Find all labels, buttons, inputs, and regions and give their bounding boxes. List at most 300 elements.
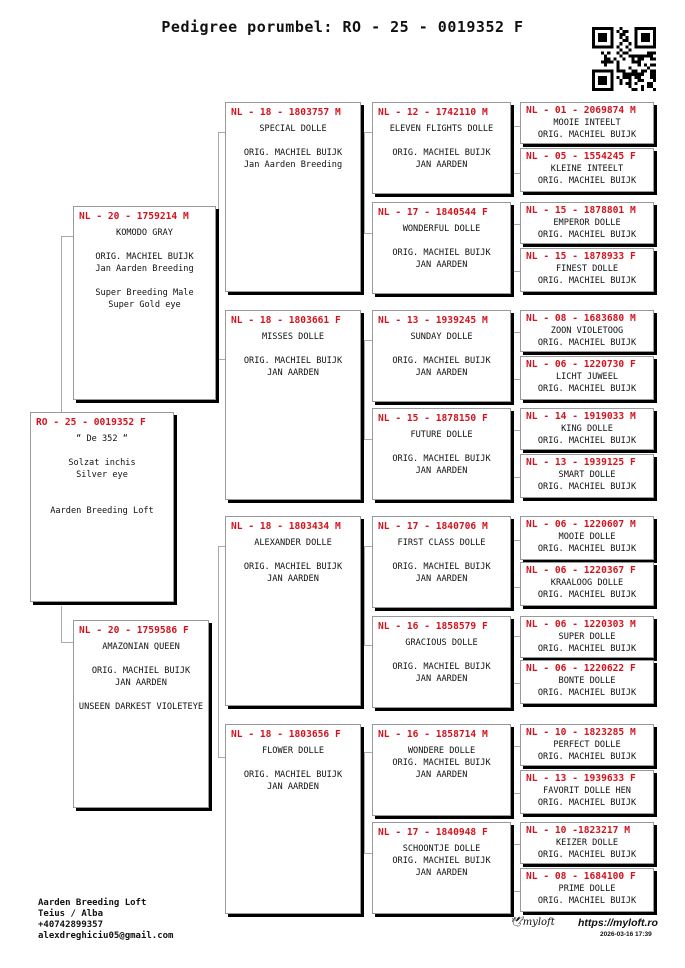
pigeon-info-line: JAN AARDEN xyxy=(415,770,468,780)
pigeon-name: MOOIE INTEELT xyxy=(553,118,621,128)
qr-module xyxy=(610,88,613,91)
pigeon-name: KRAALOOG DOLLE xyxy=(550,578,624,588)
qr-module xyxy=(622,39,625,42)
connector-line xyxy=(512,332,520,380)
qr-module xyxy=(592,88,595,91)
connector-line xyxy=(512,540,520,588)
qr-module xyxy=(641,79,644,82)
great-grandparent-card[interactable] xyxy=(372,516,511,608)
grandparent-card[interactable] xyxy=(225,102,361,292)
qr-module xyxy=(629,76,632,79)
great-great-grandparent-card[interactable] xyxy=(520,822,654,864)
pigeon-info-line: ORIG. MACHIEL BUIJK xyxy=(537,230,637,240)
ring-number: NL - 08 - 1683680 M xyxy=(526,313,636,324)
pigeon-info-line: ORIG. MACHIEL BUIJK xyxy=(537,276,637,286)
great-great-grandparent-card[interactable] xyxy=(520,868,654,912)
qr-module xyxy=(607,27,610,30)
pigeon-info-line: ORIG. MACHIEL BUIJK xyxy=(392,248,491,258)
qr-module xyxy=(616,67,619,70)
qr-module xyxy=(641,70,644,73)
qr-module xyxy=(592,42,595,45)
qr-module xyxy=(629,42,632,45)
pigeon-info-line: ORIG. MACHIEL BUIJK xyxy=(243,148,343,158)
ring-number: NL - 14 - 1919033 M xyxy=(526,411,636,422)
subject-pigeon-card[interactable] xyxy=(30,412,174,602)
qr-module xyxy=(632,54,635,57)
qr-module xyxy=(653,51,656,54)
qr-module xyxy=(644,45,647,48)
great-grandparent-card[interactable] xyxy=(372,202,511,294)
qr-module xyxy=(635,42,638,45)
qr-module xyxy=(653,64,656,67)
myloft-branding xyxy=(510,917,660,943)
qr-module xyxy=(616,61,619,64)
qr-module xyxy=(598,45,601,48)
qr-module xyxy=(629,82,632,85)
qr-module xyxy=(610,30,613,33)
ring-number: NL - 01 - 2069874 M xyxy=(526,105,636,116)
qr-module xyxy=(622,70,625,73)
qr-module xyxy=(613,57,616,60)
qr-module xyxy=(653,73,656,76)
pigeon-info-line: ORIG. MACHIEL BUIJK xyxy=(537,850,637,860)
qr-module xyxy=(647,36,650,39)
ring-number: NL - 18 - 1803656 F xyxy=(231,729,341,740)
qr-module xyxy=(650,27,653,30)
great-grandparent-card[interactable] xyxy=(372,616,511,708)
qr-module xyxy=(653,42,656,45)
qr-module xyxy=(601,70,604,73)
ring-number: NL - 18 - 1803661 F xyxy=(231,315,341,326)
connector-line xyxy=(364,340,372,440)
qr-module xyxy=(635,61,638,64)
pigeon-name: MOOIE DOLLE xyxy=(558,532,616,542)
qr-module xyxy=(647,33,650,36)
qr-module xyxy=(619,70,622,73)
qr-module xyxy=(632,57,635,60)
qr-module xyxy=(650,57,653,60)
qr-module xyxy=(592,79,595,82)
qr-module xyxy=(592,33,595,36)
qr-module xyxy=(632,88,635,91)
qr-module xyxy=(626,73,629,76)
qr-module xyxy=(616,70,619,73)
qr-module xyxy=(653,33,656,36)
connector-line xyxy=(364,546,372,646)
qr-module xyxy=(644,36,647,39)
qr-module xyxy=(592,36,595,39)
great-grandparent-card[interactable] xyxy=(372,822,511,914)
pigeon-info-line: ORIG. MACHIEL BUIJK xyxy=(537,644,637,654)
qr-module xyxy=(601,76,604,79)
blank-line xyxy=(31,445,173,457)
ring-number: NL - 15 - 1878150 F xyxy=(378,413,488,424)
blank-line xyxy=(226,343,360,355)
ring-number: NL - 20 - 1759214 M xyxy=(79,211,189,222)
blank-line xyxy=(373,549,510,561)
ring-number: NL - 17 - 1840706 M xyxy=(378,521,488,532)
qr-module xyxy=(610,27,613,30)
pigeon-info-line: Super Gold eye xyxy=(108,300,181,310)
pigeon-info-line: ORIG. MACHIEL BUIJK xyxy=(392,148,491,158)
qr-module xyxy=(595,45,598,48)
blank-line xyxy=(226,757,360,769)
pigeon-info-line: Aarden Breeding Loft xyxy=(50,506,154,516)
pigeon-name: SUNDAY DOLLE xyxy=(410,332,473,342)
connector-line xyxy=(512,746,520,794)
pigeon-info-line: JAN AARDEN xyxy=(267,574,319,584)
qr-module xyxy=(610,45,613,48)
blank-line xyxy=(74,275,215,287)
pigeon-info-line: ORIG. MACHIEL BUIJK xyxy=(537,482,637,492)
pigeon-name: “ De 352 “ xyxy=(76,434,128,444)
great-great-grandparent-card[interactable] xyxy=(520,248,654,292)
qr-module xyxy=(592,30,595,33)
qr-module xyxy=(619,27,622,30)
pigeon-info-line: JAN AARDEN xyxy=(267,368,319,378)
qr-module xyxy=(635,27,638,30)
myloft-logo xyxy=(510,917,555,928)
qr-module xyxy=(653,39,656,42)
qr-module xyxy=(610,36,613,39)
qr-module xyxy=(601,82,604,85)
loft-email[interactable]: alexdreghiciu05@gmail.com xyxy=(38,931,174,941)
qr-module xyxy=(650,82,653,85)
connector-line xyxy=(364,132,372,234)
qr-module xyxy=(641,27,644,30)
connector-line xyxy=(512,126,520,174)
great-great-grandparent-card[interactable] xyxy=(520,724,654,766)
qr-module xyxy=(629,54,632,57)
qr-module xyxy=(653,36,656,39)
qr-module xyxy=(607,45,610,48)
pigeon-name: PERFECT DOLLE xyxy=(553,740,621,750)
pigeon-info-line: JAN AARDEN xyxy=(415,466,468,476)
qr-module xyxy=(601,33,604,36)
qr-module xyxy=(626,51,629,54)
qr-module xyxy=(635,45,638,48)
qr-module xyxy=(635,70,638,73)
qr-module xyxy=(604,57,607,60)
qr-module xyxy=(638,27,641,30)
qr-module xyxy=(601,51,604,54)
pigeon-info-line: ORIG. MACHIEL BUIJK xyxy=(537,752,637,762)
qr-module xyxy=(647,82,650,85)
qr-module xyxy=(604,27,607,30)
great-grandparent-card[interactable] xyxy=(372,102,511,194)
great-grandparent-card[interactable] xyxy=(372,310,511,402)
sire-card[interactable] xyxy=(73,206,216,400)
pigeon-name: LICHT JUWEEL xyxy=(555,372,619,382)
qr-module xyxy=(595,27,598,30)
ring-number: NL - 10 -1823217 M xyxy=(526,825,630,836)
qr-module xyxy=(601,36,604,39)
loft-phone: +40742899357 xyxy=(38,920,104,930)
qr-module xyxy=(641,88,644,91)
pigeon-info-line: ORIG. MACHIEL BUIJK xyxy=(392,356,491,366)
qr-module xyxy=(616,64,619,67)
pigeon-info-line: ORIG. MACHIEL BUIJK xyxy=(537,176,637,186)
qr-module xyxy=(641,57,644,60)
pigeon-name: SPECIAL DOLLE xyxy=(259,124,327,134)
great-great-grandparent-card[interactable] xyxy=(520,562,654,606)
qr-module xyxy=(626,45,629,48)
qr-module xyxy=(647,85,650,88)
pigeon-info-line: JAN AARDEN xyxy=(415,160,468,170)
qr-module xyxy=(635,30,638,33)
qr-module xyxy=(604,39,607,42)
pigeon-info-line: ORIG. MACHIEL BUIJK xyxy=(537,384,637,394)
pigeon-info-line: Jan Aarden Breeding xyxy=(95,264,194,274)
qr-module xyxy=(653,27,656,30)
grandparent-card[interactable] xyxy=(225,724,361,914)
qr-module xyxy=(647,54,650,57)
pigeon-info-line: ORIG. MACHIEL BUIJK xyxy=(243,770,343,780)
connector-line xyxy=(364,752,372,854)
qr-module xyxy=(647,27,650,30)
qr-module xyxy=(619,36,622,39)
pigeon-info-line: ORIG. MACHIEL BUIJK xyxy=(537,688,637,698)
blank-line xyxy=(373,135,510,147)
pigeon-name: AMAZONIAN QUEEN xyxy=(102,642,180,652)
qr-module xyxy=(622,57,625,60)
qr-module xyxy=(619,42,622,45)
pigeon-info-line: ORIG. MACHIEL BUIJK xyxy=(537,130,637,140)
pigeon-name: SUPER DOLLE xyxy=(558,632,616,642)
pigeon-info-line: Jan Aarden Breeding xyxy=(243,160,343,170)
pigeon-name: ZOON VIOLETOOG xyxy=(550,326,624,336)
ring-number: NL - 17 - 1840948 F xyxy=(378,827,488,838)
qr-module xyxy=(635,76,638,79)
blank-line xyxy=(74,689,208,701)
pigeon-name: PRIME DOLLE xyxy=(558,884,616,894)
connector-line xyxy=(218,132,225,360)
qr-module xyxy=(644,64,647,67)
qr-module xyxy=(604,45,607,48)
qr-module xyxy=(598,36,601,39)
pigeon-info-line: ORIG. MACHIEL BUIJK xyxy=(392,662,491,672)
generated-date: 2026-03-16 17:39 xyxy=(600,931,652,938)
qr-module xyxy=(604,76,607,79)
qr-module xyxy=(598,88,601,91)
qr-module xyxy=(622,33,625,36)
great-great-grandparent-card[interactable] xyxy=(520,660,654,704)
blank-line xyxy=(373,343,510,355)
qr-module xyxy=(626,30,629,33)
qr-module xyxy=(638,79,641,82)
great-great-grandparent-card[interactable] xyxy=(520,408,654,450)
qr-module xyxy=(604,88,607,91)
qr-module xyxy=(607,70,610,73)
qr-module xyxy=(641,33,644,36)
ring-number: NL - 13 - 1939125 F xyxy=(526,457,636,468)
qr-module xyxy=(622,30,625,33)
qr-module xyxy=(616,76,619,79)
qr-module xyxy=(610,73,613,76)
qr-module xyxy=(653,88,656,91)
pigeon-name: KOMODO GRAY xyxy=(116,228,173,238)
qr-module xyxy=(595,70,598,73)
pigeon-info-line: ORIG. MACHIEL BUIJK xyxy=(537,436,637,446)
pigeon-name: MISSES DOLLE xyxy=(261,332,325,342)
bird-icon: 🕊 xyxy=(510,917,523,928)
qr-module xyxy=(619,79,622,82)
qr-code-icon xyxy=(592,27,656,91)
pigeon-info-line: Super Breeding Male xyxy=(95,288,194,298)
ring-number: RO - 25 - 0019352 F xyxy=(36,417,146,428)
qr-module xyxy=(592,39,595,42)
pigeon-info-line: Silver eye xyxy=(76,470,128,480)
qr-module xyxy=(604,61,607,64)
great-great-grandparent-card[interactable] xyxy=(520,102,654,144)
qr-module xyxy=(653,57,656,60)
ring-number: NL - 10 - 1823285 M xyxy=(526,727,636,738)
qr-module xyxy=(635,82,638,85)
pigeon-name: FUTURE DOLLE xyxy=(410,430,473,440)
grandparent-card[interactable] xyxy=(225,516,361,706)
qr-module xyxy=(610,76,613,79)
qr-module xyxy=(650,54,653,57)
pigeon-info-line: ORIG. MACHIEL BUIJK xyxy=(537,896,637,906)
pigeon-info-line: JAN AARDEN xyxy=(415,574,468,584)
ring-number: NL - 06 - 1220303 M xyxy=(526,619,636,630)
qr-module xyxy=(626,39,629,42)
pigeon-info-line: Solzat inchis xyxy=(68,458,136,468)
dam-card[interactable] xyxy=(73,620,209,808)
blank-line xyxy=(373,649,510,661)
pigeon-name: EMPEROR DOLLE xyxy=(553,218,621,228)
qr-module xyxy=(595,88,598,91)
qr-module xyxy=(647,51,650,54)
ring-number: NL - 12 - 1742110 M xyxy=(378,107,488,118)
qr-module xyxy=(610,61,613,64)
qr-module xyxy=(598,27,601,30)
qr-module xyxy=(598,76,601,79)
qr-module xyxy=(632,70,635,73)
qr-module xyxy=(607,61,610,64)
pigeon-info-line: JAN AARDEN xyxy=(415,260,468,270)
pigeon-name: ELEVEN FLIGHTS DOLLE xyxy=(389,124,494,134)
qr-module xyxy=(650,76,653,79)
qr-module xyxy=(592,27,595,30)
qr-module xyxy=(601,39,604,42)
great-great-grandparent-card[interactable] xyxy=(520,310,654,352)
qr-module xyxy=(610,42,613,45)
qr-module xyxy=(626,76,629,79)
ring-number: NL - 18 - 1803434 M xyxy=(231,521,341,532)
qr-module xyxy=(629,48,632,51)
qr-module xyxy=(592,82,595,85)
qr-module xyxy=(610,70,613,73)
connector-line xyxy=(512,636,520,684)
qr-module xyxy=(629,79,632,82)
pigeon-name: KING DOLLE xyxy=(561,424,613,434)
pigeon-info-line: JAN AARDEN xyxy=(415,368,468,378)
pigeon-name: KEIZER DOLLE xyxy=(555,838,619,848)
pigeon-name: SCHOONTJE DOLLE xyxy=(402,844,481,854)
qr-module xyxy=(650,64,653,67)
pigeon-info-line: JAN AARDEN xyxy=(115,678,167,688)
qr-module xyxy=(619,33,622,36)
qr-module xyxy=(598,33,601,36)
pigeon-info-line: ORIG. MACHIEL BUIJK xyxy=(392,856,491,866)
pigeon-name: WONDERFUL DOLLE xyxy=(402,224,481,234)
qr-module xyxy=(653,76,656,79)
qr-module xyxy=(610,85,613,88)
qr-module xyxy=(610,82,613,85)
pigeon-info-line: ORIG. MACHIEL BUIJK xyxy=(243,562,343,572)
ring-number: NL - 06 - 1220730 F xyxy=(526,359,636,370)
ring-number: NL - 15 - 1878933 F xyxy=(526,251,636,262)
great-great-grandparent-card[interactable] xyxy=(520,516,654,560)
qr-module xyxy=(650,85,653,88)
ring-number: NL - 16 - 1858579 F xyxy=(378,621,488,632)
qr-module xyxy=(598,70,601,73)
loft-location: Teius / Alba xyxy=(38,909,104,919)
qr-module xyxy=(622,73,625,76)
qr-module xyxy=(604,36,607,39)
qr-module xyxy=(647,45,650,48)
qr-module xyxy=(610,79,613,82)
connector-line xyxy=(512,430,520,478)
ring-number: NL - 05 - 1554245 F xyxy=(526,151,636,162)
ring-number: NL - 06 - 1220607 M xyxy=(526,519,636,530)
qr-module xyxy=(610,33,613,36)
connector-line xyxy=(512,224,520,272)
pigeon-info-line: UNSEEN DARKEST VIOLETEYE xyxy=(78,702,204,712)
qr-module xyxy=(601,88,604,91)
qr-module xyxy=(629,73,632,76)
qr-module xyxy=(647,39,650,42)
qr-module xyxy=(626,36,629,39)
qr-module xyxy=(598,79,601,82)
pigeon-info-line: ORIG. MACHIEL BUIJK xyxy=(95,252,194,262)
qr-module xyxy=(638,61,641,64)
connector-line xyxy=(218,546,225,758)
qr-module xyxy=(607,88,610,91)
myloft-url-link[interactable]: https://myloft.ro xyxy=(578,917,658,929)
qr-module xyxy=(653,45,656,48)
grandparent-card[interactable] xyxy=(225,310,361,500)
qr-module xyxy=(598,39,601,42)
great-great-grandparent-card[interactable] xyxy=(520,454,654,498)
myloft-logo-text: myloft xyxy=(522,917,555,928)
pigeon-name: SMART DOLLE xyxy=(558,470,616,480)
great-great-grandparent-card[interactable] xyxy=(520,202,654,244)
qr-module xyxy=(635,33,638,36)
great-grandparent-card[interactable] xyxy=(372,724,511,816)
qr-module xyxy=(610,39,613,42)
great-great-grandparent-card[interactable] xyxy=(520,770,654,814)
qr-module xyxy=(629,85,632,88)
great-great-grandparent-card[interactable] xyxy=(520,148,654,192)
qr-module xyxy=(644,70,647,73)
pigeon-info-line: ORIG. MACHIEL BUIJK xyxy=(243,356,343,366)
blank-line xyxy=(31,493,173,505)
great-great-grandparent-card[interactable] xyxy=(520,616,654,658)
pigeon-name: FIRST CLASS DOLLE xyxy=(397,538,486,548)
blank-line xyxy=(74,653,208,665)
qr-module xyxy=(641,54,644,57)
qr-module xyxy=(635,36,638,39)
great-great-grandparent-card[interactable] xyxy=(520,356,654,400)
great-grandparent-card[interactable] xyxy=(372,408,511,500)
pigeon-info-line: ORIG. MACHIEL BUIJK xyxy=(537,544,637,554)
qr-module xyxy=(619,48,622,51)
ring-number: NL - 15 - 1878801 M xyxy=(526,205,636,216)
qr-module xyxy=(604,33,607,36)
qr-module xyxy=(632,61,635,64)
